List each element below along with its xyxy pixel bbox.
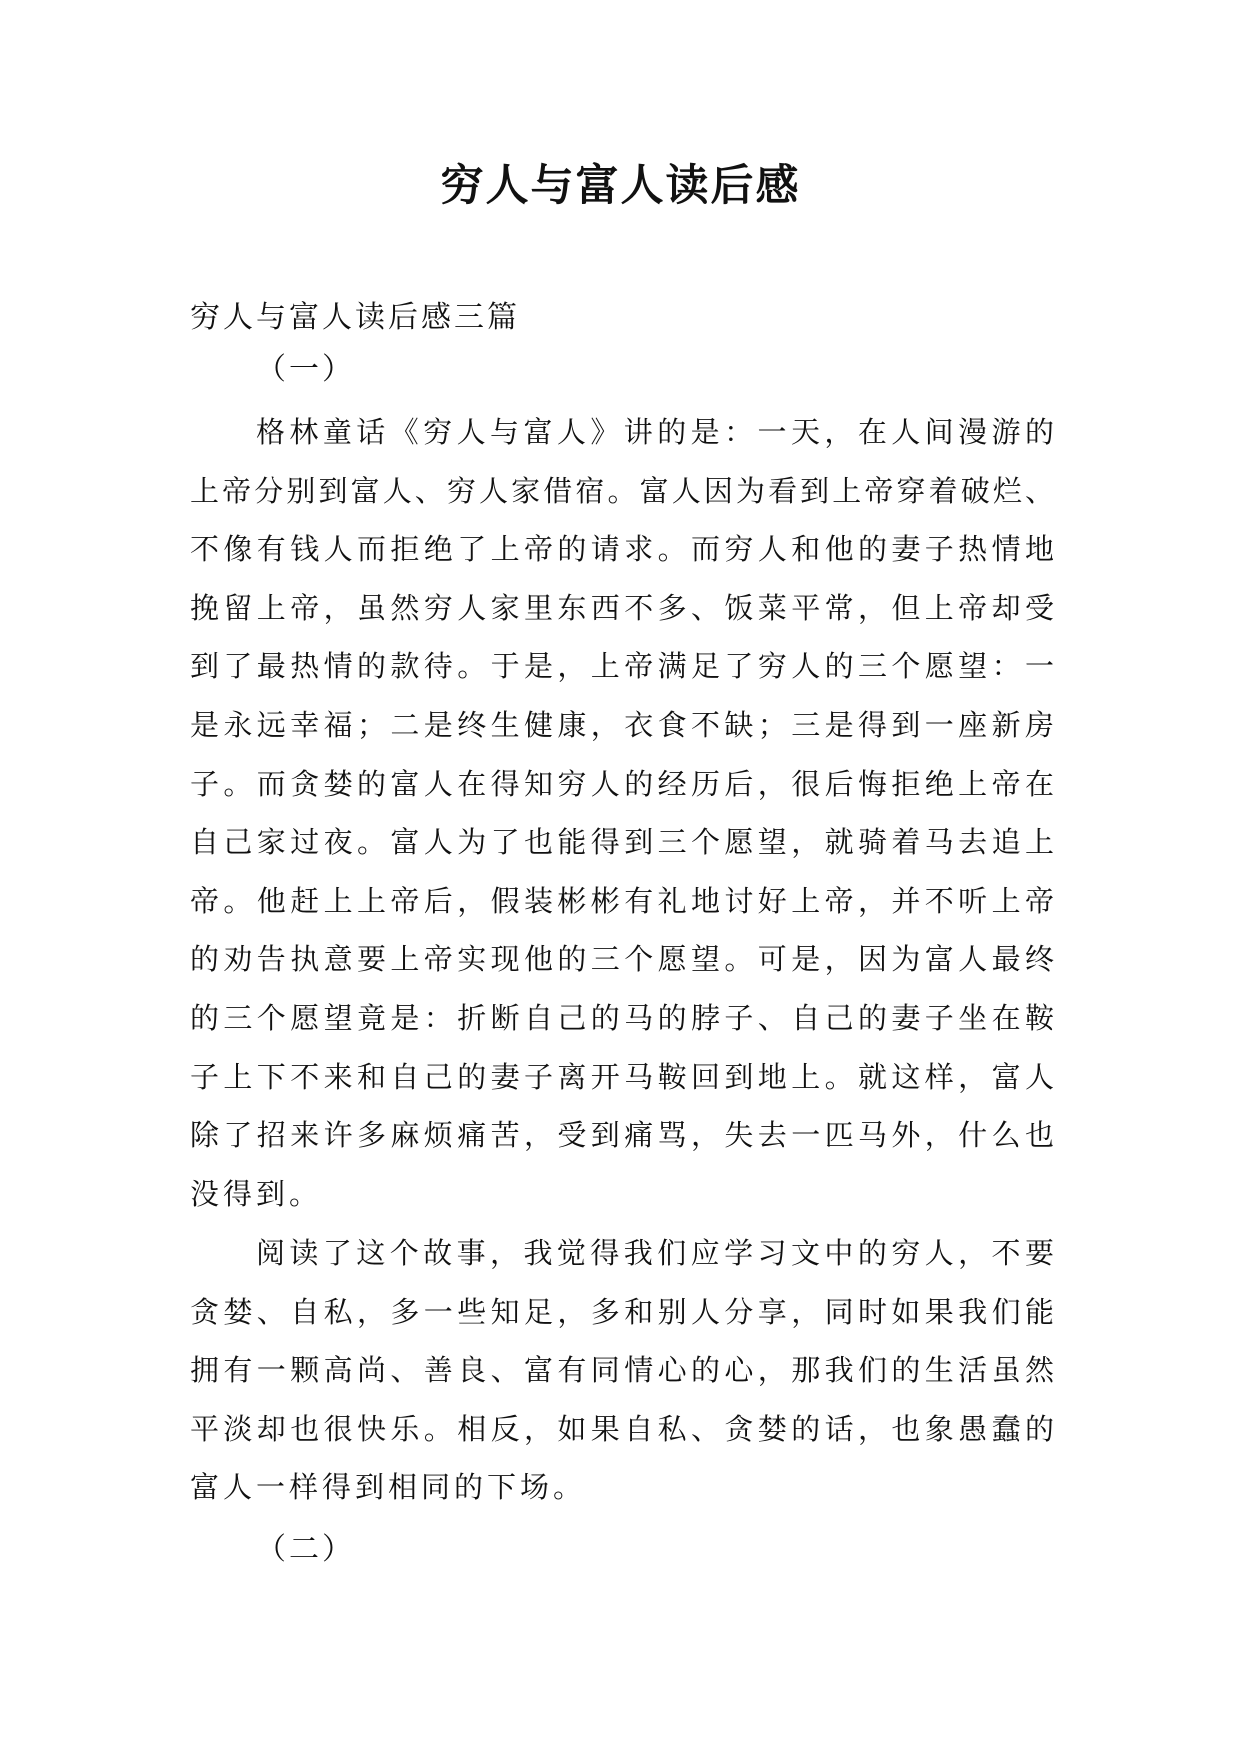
paragraph-1: [190, 403, 1055, 1223]
text-line: 挽留上帝，虽然穷人家里东西不多、饭菜平常，但上帝却受: [190, 590, 1055, 625]
text-line: 子上下不来和自己的妻子离开马鞍回到地上。就这样，富人: [190, 1059, 1055, 1094]
section-heading-1: （一）: [256, 352, 355, 387]
document-title: 穷人与富人读后感: [440, 161, 801, 211]
text-line: 是永远幸福；二是终生健康，衣食不缺；三是得到一座新房: [190, 707, 1055, 742]
text-line: 格林童话《穷人与富人》讲的是：一天，在人间漫游的: [256, 415, 1055, 449]
section-heading-2: （二）: [256, 1532, 355, 1567]
text-line: 阅读了这个故事，我觉得我们应学习文中的穷人，不要: [256, 1236, 1055, 1270]
text-line: 子。而贪婪的富人在得知穷人的经历后，很后悔拒绝上帝在: [190, 766, 1055, 801]
document-subtitle: 穷人与富人读后感三篇: [190, 300, 520, 335]
text-line: 平淡却也很快乐。相反，如果自私、贪婪的话，也象愚蠢的: [190, 1411, 1055, 1446]
text-line: 不像有钱人而拒绝了上帝的请求。而穷人和他的妻子热情地: [190, 532, 1055, 567]
text-line: 上帝分别到富人、穷人家借宿。富人因为看到上帝穿着破烂、: [190, 473, 1055, 508]
text-line: 除了招来许多麻烦痛苦，受到痛骂，失去一匹马外，什么也: [190, 1118, 1055, 1153]
paragraph-2: [190, 1224, 1055, 1517]
text-line: 的劝告执意要上帝实现他的三个愿望。可是，因为富人最终: [190, 942, 1055, 977]
text-line: 帝。他赶上上帝后，假装彬彬有礼地讨好上帝，并不听上帝: [190, 883, 1055, 918]
text-line: 自己家过夜。富人为了也能得到三个愿望，就骑着马去追上: [190, 825, 1055, 860]
text-line: 没得到。: [190, 1176, 323, 1211]
text-line: 的三个愿望竟是：折断自己的马的脖子、自己的妻子坐在鞍: [190, 1000, 1055, 1035]
text-line: 到了最热情的款待。于是，上帝满足了穷人的三个愿望：一: [190, 649, 1055, 684]
text-line: 贪婪、自私，多一些知足，多和别人分享，同时如果我们能: [190, 1294, 1055, 1329]
text-line: 拥有一颗高尚、善良、富有同情心的心，那我们的生活虽然: [190, 1353, 1055, 1388]
text-line: 富人一样得到相同的下场。: [190, 1470, 587, 1505]
